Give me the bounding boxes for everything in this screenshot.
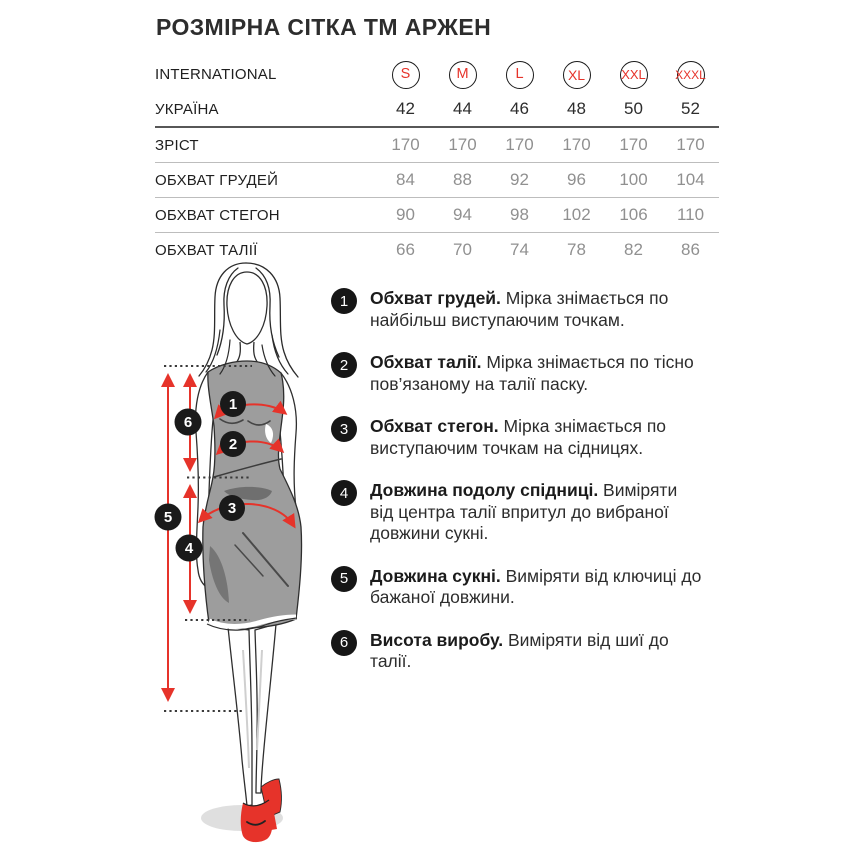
value-cell: 74 bbox=[510, 240, 529, 259]
figure-marker-3: 3 bbox=[227, 500, 237, 517]
value-cell: 66 bbox=[396, 240, 415, 259]
legend-number-badge: 2 bbox=[331, 352, 357, 378]
value-cell: 82 bbox=[624, 240, 643, 259]
legend-description: Виміряти від шиї до талії. bbox=[370, 629, 669, 671]
value-cell: 170 bbox=[505, 135, 534, 154]
legend-item bbox=[331, 288, 704, 331]
measurement-legend bbox=[331, 288, 704, 673]
legend-text bbox=[370, 416, 704, 459]
legend-term: Обхват грудей. bbox=[370, 288, 501, 308]
value-cell: 170 bbox=[391, 135, 420, 154]
legend-number-badge: 6 bbox=[331, 630, 357, 656]
page-title: РОЗМІРНА СІТКА ТМ АРЖЕН bbox=[156, 14, 492, 40]
value-cell: 110 bbox=[676, 205, 705, 224]
size-badge: L bbox=[506, 61, 534, 89]
legend-description: Мірка знімається по виступаючим точкам на сідницях. bbox=[370, 416, 667, 458]
legend-term: Висота виробу. bbox=[370, 629, 504, 650]
legend-term: Обхват стегон. bbox=[370, 416, 499, 436]
figure-marker-6: 6 bbox=[183, 414, 193, 431]
legend-description: Мірка знімається по тісно пов’язаному на талії паску. bbox=[370, 352, 694, 394]
legend-description: Виміряти від центра талії впритул до вибраної довжини сукні. bbox=[370, 480, 678, 543]
value-cell: 70 bbox=[453, 240, 472, 259]
row-label: УКРАЇНА bbox=[155, 100, 219, 118]
size-badge: S bbox=[392, 61, 420, 89]
row-label: INTERNATIONAL bbox=[155, 66, 277, 83]
value-cell: 50 bbox=[624, 99, 643, 118]
value-cell: 52 bbox=[681, 99, 700, 118]
value-cell: 44 bbox=[453, 99, 472, 118]
legend-item bbox=[331, 566, 704, 609]
figure-marker-4: 4 bbox=[184, 540, 194, 557]
value-cell: 104 bbox=[676, 170, 705, 189]
legend-text bbox=[370, 352, 704, 395]
table-row bbox=[155, 128, 719, 163]
value-cell: 90 bbox=[396, 205, 415, 224]
legend-number-badge: 4 bbox=[331, 480, 357, 506]
value-cell: 42 bbox=[396, 99, 415, 118]
legs bbox=[228, 624, 276, 806]
legend-text bbox=[370, 566, 704, 609]
legend-term: Обхват талії. bbox=[370, 352, 482, 372]
value-cell: 170 bbox=[448, 135, 477, 154]
value-cell: 88 bbox=[453, 170, 472, 189]
size-cell bbox=[662, 61, 719, 89]
table-row bbox=[155, 57, 719, 92]
legend-text bbox=[370, 480, 704, 545]
value-cell: 106 bbox=[619, 205, 648, 224]
figure-marker-5: 5 bbox=[163, 509, 173, 526]
value-cell: 170 bbox=[619, 135, 648, 154]
legend-description: Виміряти від ключиці до бажаної довжини. bbox=[370, 565, 702, 607]
value-cell: 102 bbox=[562, 205, 591, 224]
legend-term: Довжина подолу спідниці. bbox=[370, 480, 599, 500]
legend-item bbox=[331, 416, 704, 459]
table-row bbox=[155, 163, 719, 198]
legend-number-badge: 5 bbox=[331, 566, 357, 592]
value-cell: 170 bbox=[562, 135, 591, 154]
value-cell: 46 bbox=[510, 99, 529, 118]
legend-item bbox=[331, 480, 704, 545]
size-cell bbox=[377, 61, 434, 89]
legend-text bbox=[370, 288, 704, 331]
value-cell: 48 bbox=[567, 99, 586, 118]
legend-term: Довжина сукні. bbox=[370, 565, 501, 586]
table-row bbox=[155, 198, 719, 233]
legend-text bbox=[370, 630, 704, 673]
legend-number-badge: 1 bbox=[331, 288, 357, 314]
value-cell: 84 bbox=[396, 170, 415, 189]
row-label: ЗРІСТ bbox=[155, 136, 199, 154]
value-cell: 100 bbox=[619, 170, 648, 189]
figure-marker-2: 2 bbox=[228, 436, 238, 453]
neck bbox=[236, 342, 258, 363]
size-badge: XL bbox=[563, 61, 591, 89]
size-cell bbox=[605, 61, 662, 89]
size-badge: XXL bbox=[620, 61, 648, 89]
legend-item bbox=[331, 352, 704, 395]
value-cell: 94 bbox=[453, 205, 472, 224]
size-cell bbox=[434, 61, 491, 89]
row-label: ОБХВАТ СТЕГОН bbox=[155, 206, 280, 224]
row-label: ОБХВАТ ТАЛІЇ bbox=[155, 241, 258, 259]
table-row bbox=[155, 92, 719, 128]
value-cell: 96 bbox=[567, 170, 586, 189]
size-badge: XXXL bbox=[677, 61, 705, 89]
value-cell: 92 bbox=[510, 170, 529, 189]
figure-marker-1: 1 bbox=[228, 396, 238, 413]
legend-number-badge: 3 bbox=[331, 416, 357, 442]
value-cell: 98 bbox=[510, 205, 529, 224]
legend-description: Мірка знімається по найбільш виступаючим точкам. bbox=[370, 288, 669, 330]
size-cell bbox=[548, 61, 605, 89]
legend-item bbox=[331, 630, 704, 673]
size-table bbox=[155, 57, 719, 267]
size-badge: M bbox=[449, 61, 477, 89]
figure-illustration bbox=[130, 258, 350, 850]
value-cell: 170 bbox=[676, 135, 705, 154]
face bbox=[227, 272, 267, 344]
value-cell: 86 bbox=[681, 240, 700, 259]
value-cell: 78 bbox=[567, 240, 586, 259]
size-cell bbox=[491, 61, 548, 89]
row-label: ОБХВАТ ГРУДЕЙ bbox=[155, 171, 279, 189]
